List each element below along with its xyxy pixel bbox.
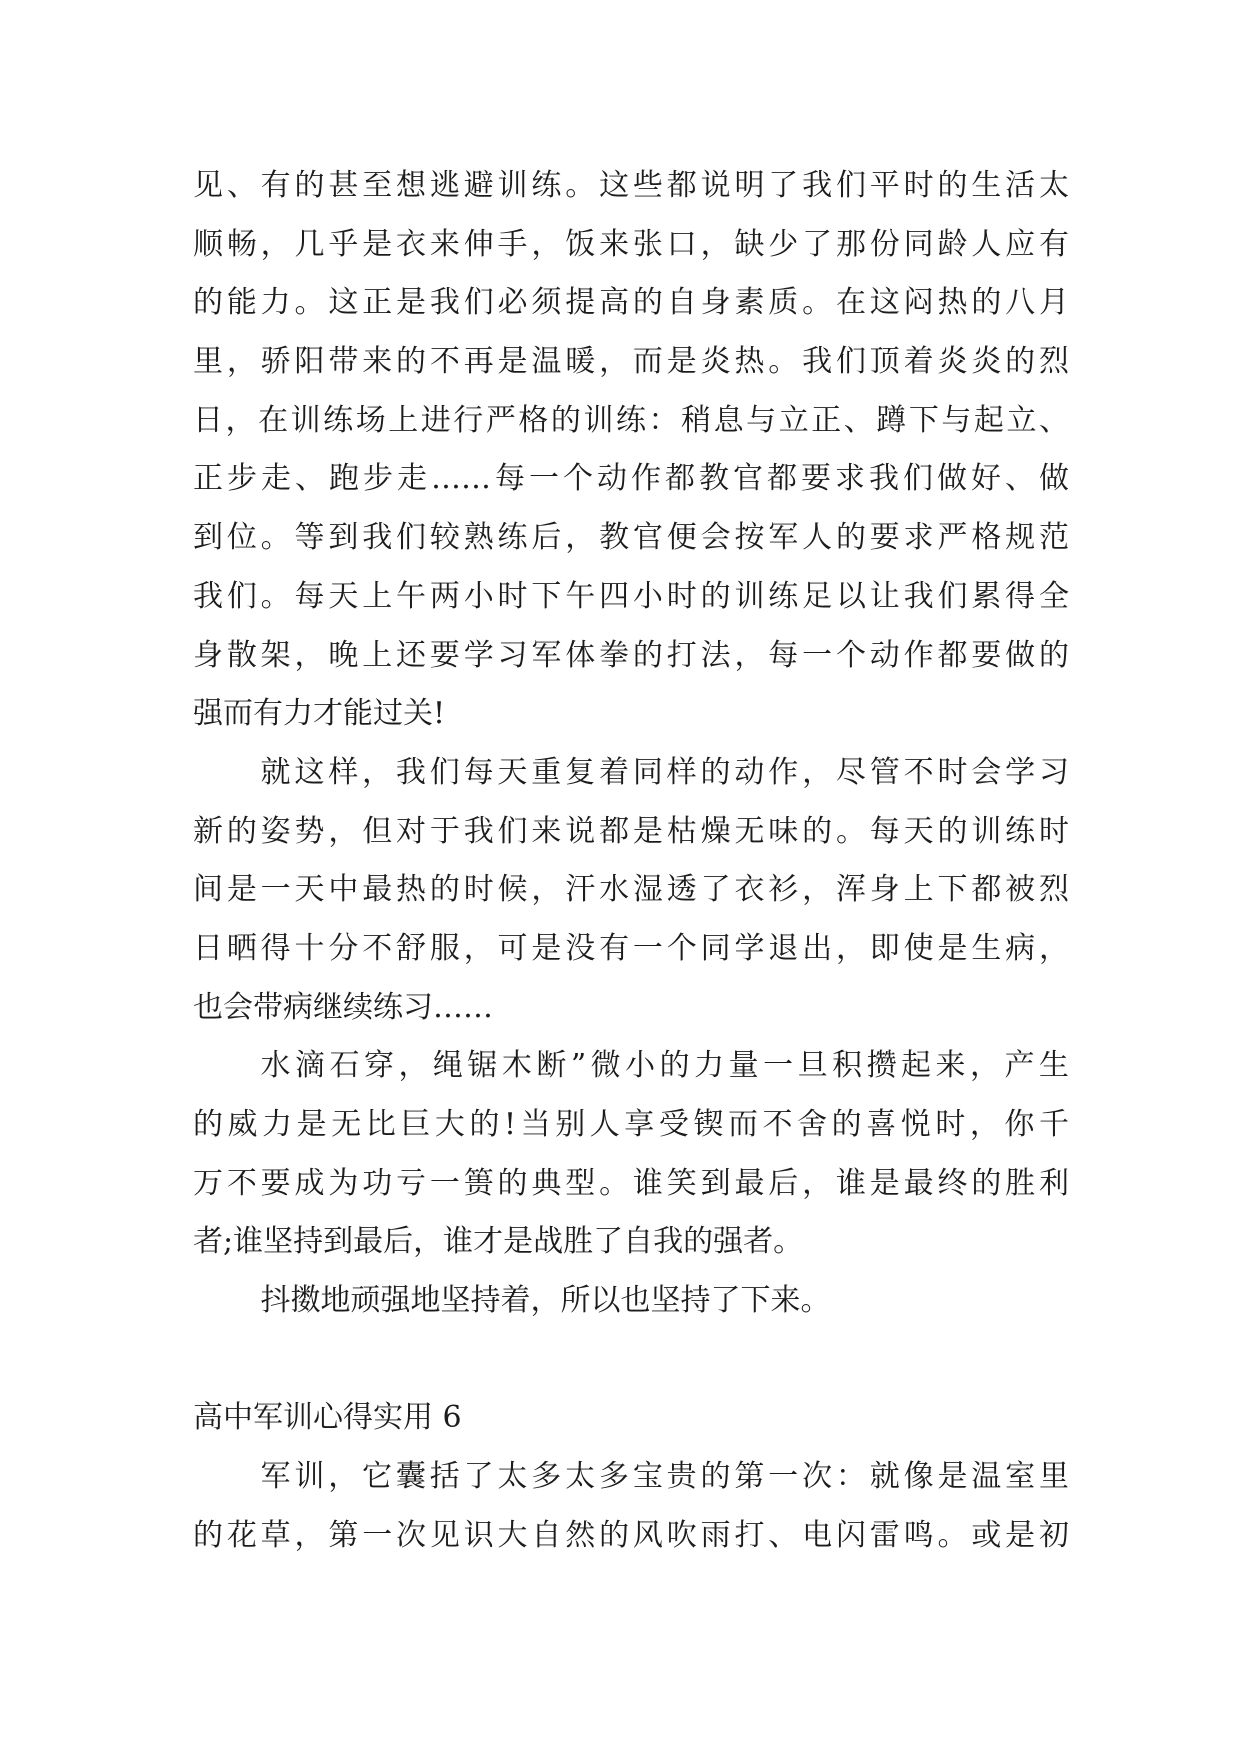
section-title: 高中军训心得实用 6 (193, 1400, 462, 1436)
text-line: 到位。等到我们较熟练后，教官便会按军人的要求严格规范 (193, 520, 1069, 556)
text-line: 间是一天中最热的时候，汗水湿透了衣衫，浑身上下都被烈 (193, 872, 1069, 908)
text-line: 正步走、跑步走……每一个动作都教官都要求我们做好、做 (193, 461, 1069, 497)
text-line: 军训，它囊括了太多太多宝贵的第一次：就像是温室里 (260, 1459, 1069, 1495)
text-line: 强而有力才能过关! (193, 696, 446, 732)
text-line: 日，在训练场上进行严格的训练：稍息与立正、蹲下与起立、 (193, 402, 1069, 438)
text-line: 就这样，我们每天重复着同样的动作，尽管不时会学习 (260, 754, 1069, 790)
paragraph (193, 1272, 1069, 1331)
text-line: 者;谁坚持到最后，谁才是战胜了自我的强者。 (193, 1224, 804, 1260)
paragraph (193, 1037, 1069, 1272)
paragraph (193, 744, 1069, 1037)
text-line: 新的姿势，但对于我们来说都是枯燥无味的。每天的训练时 (193, 813, 1069, 849)
text-line: 日晒得十分不舒服，可是没有一个同学退出，即使是生病， (193, 930, 1069, 966)
document-body (193, 157, 1069, 1566)
text-line: 身散架，晚上还要学习军体拳的打法，每一个动作都要做的 (193, 637, 1069, 673)
text-line: 的花草，第一次见识大自然的风吹雨打、电闪雷鸣。或是初 (193, 1517, 1069, 1553)
paragraph (193, 157, 1069, 744)
text-line: 里，骄阳带来的不再是温暖，而是炎热。我们顶着炎炎的烈 (193, 344, 1069, 380)
text-line: 也会带病继续练习…… (193, 989, 493, 1025)
blank-line (193, 1331, 1069, 1390)
text-line: 我们。每天上午两小时下午四小时的训练足以让我们累得全 (193, 578, 1069, 614)
text-line: 抖擞地顽强地坚持着，所以也坚持了下来。 (260, 1283, 831, 1319)
paragraph (193, 1448, 1069, 1565)
text-line: 的威力是无比巨大的!当别人享受锲而不舍的喜悦时，你千 (193, 1107, 1069, 1142)
text-line: 的能力。这正是我们必须提高的自身素质。在这闷热的八月 (193, 285, 1069, 321)
text-line: 水滴石穿，绳锯木断”微小的力量一旦积攒起来，产生 (260, 1048, 1069, 1084)
text-line: 见、有的甚至想逃避训练。这些都说明了我们平时的生活太 (193, 168, 1069, 203)
text-line: 顺畅，几乎是衣来伸手，饭来张口，缺少了那份同龄人应有 (193, 226, 1069, 262)
text-line: 万不要成为功亏一篑的典型。谁笑到最后，谁是最终的胜利 (193, 1165, 1069, 1201)
